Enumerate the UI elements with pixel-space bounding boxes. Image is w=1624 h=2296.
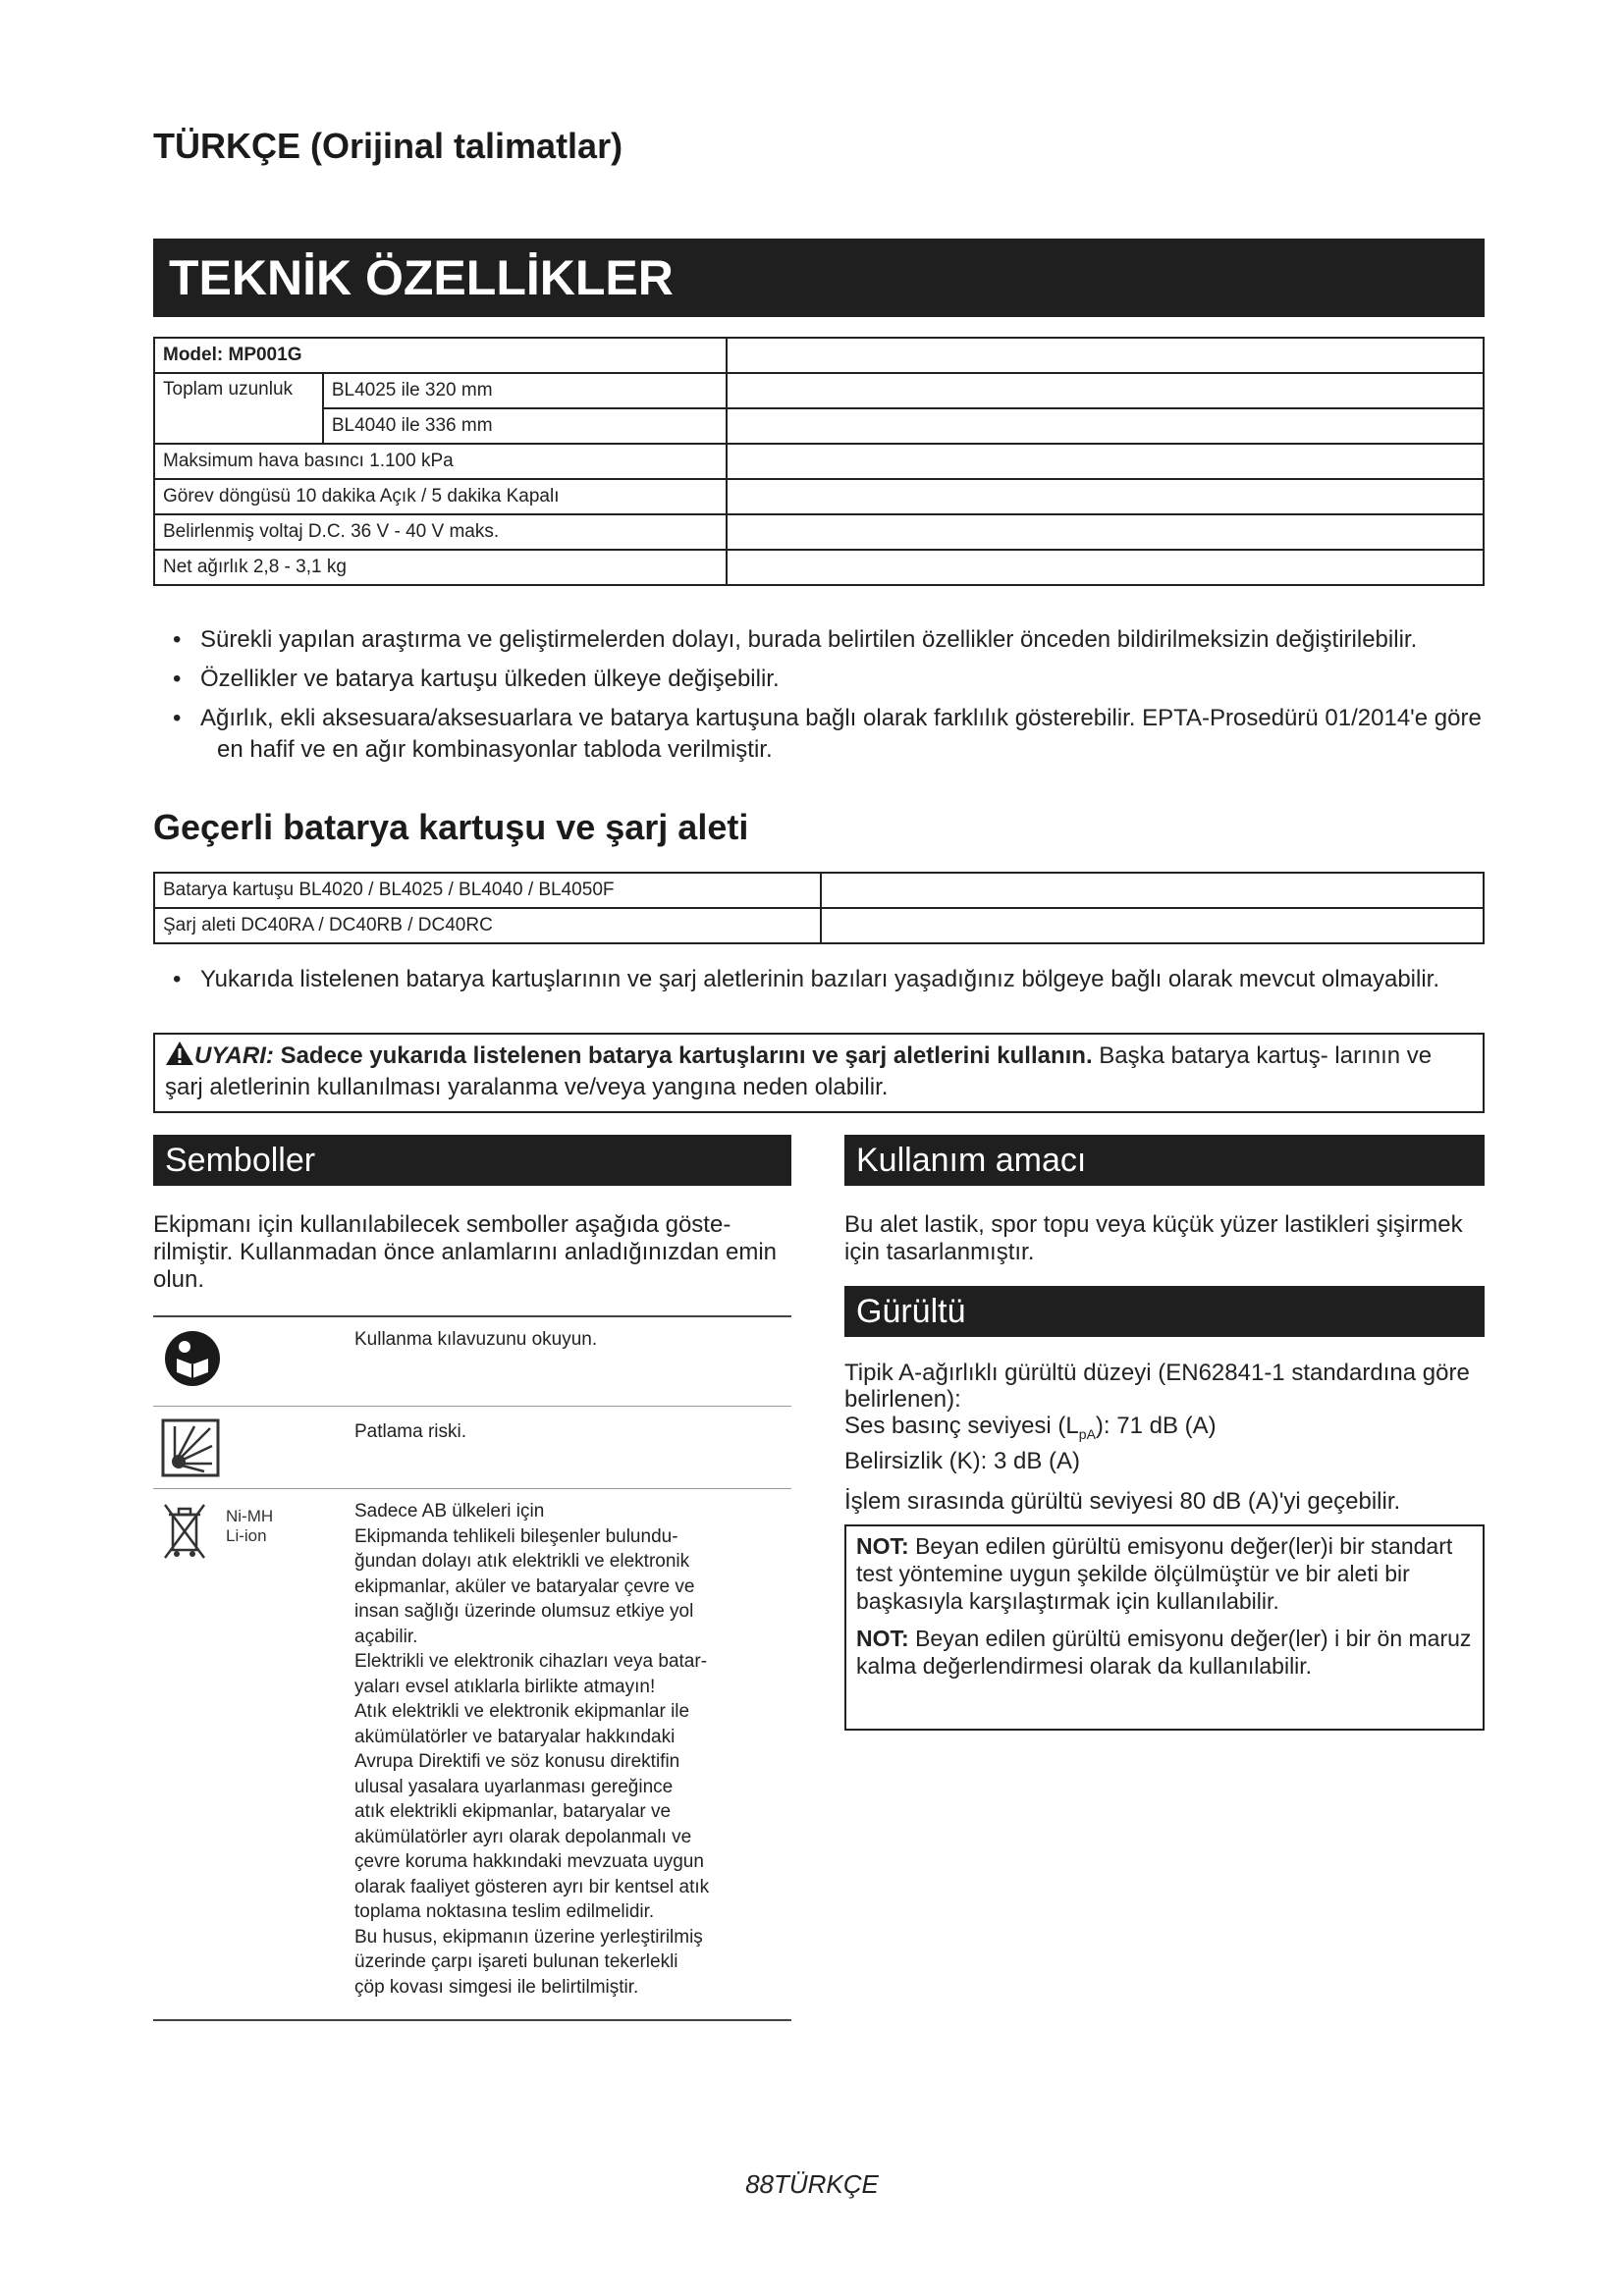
- spec-cell: Net ağırlık 2,8 - 3,1 kg: [154, 550, 727, 585]
- table-row: [153, 1489, 791, 2021]
- warning-text: Başka batarya kartuş- larının ve şarj aletlerinin kullanılması yaralanma ve/veya yangına neden olabilir.: [165, 1042, 1433, 1100]
- read-manual-icon: [163, 1329, 222, 1388]
- warning-emphasis: Sadece yukarıda listelenen batarya kartuşlarını ve şarj aletlerini kullanın.: [280, 1042, 1093, 1069]
- table-row: [154, 408, 1484, 444]
- warning-box: [153, 1033, 1485, 1113]
- weee-line: açabilir.: [354, 1626, 418, 1647]
- page-footer: 88TÜRKÇE: [745, 2169, 879, 2199]
- table-row: [154, 873, 1484, 908]
- spec-cell: Belirlenmiş voltaj D.C. 36 V - 40 V maks.: [154, 514, 727, 550]
- table-row: [153, 1317, 791, 1407]
- weee-line: Avrupa Direktifi ve söz konusu direktifin: [354, 1751, 680, 1772]
- empty-cell: [727, 373, 1484, 408]
- table-row: [154, 338, 1484, 373]
- length-value-cell: BL4025 ile 320 mm: [323, 373, 727, 408]
- empty-cell: [727, 444, 1484, 479]
- spec-cell: Maksimum hava basıncı 1.100 kPa: [154, 444, 727, 479]
- noise-working: İşlem sırasında gürültü seviyesi 80 dB (A)'yi geçebilir.: [844, 1487, 1401, 1515]
- list-item: • Özellikler ve batarya kartuşu ülkeden ülkeye değişebilir.: [173, 666, 780, 692]
- weee-line: Elektrikli ve elektronik cihazları veya batar-: [354, 1651, 708, 1672]
- warning-triangle-icon: [165, 1041, 194, 1066]
- weee-text: [354, 1499, 786, 2000]
- weee-line: Atık elektrikli ve elektronik ekipmanlar ile: [354, 1701, 690, 1722]
- empty-cell: [727, 479, 1484, 514]
- weee-line: çöp kovası simgesi ile belirtilmiştir.: [354, 1976, 639, 1998]
- list-item: • Yukarıda listelenen batarya kartuşlarının ve şarj aletlerinin bazıları yaşadığınız bölgeye bağlı olarak mevcut olmayabilir.: [173, 966, 1440, 992]
- table-row: [154, 514, 1484, 550]
- battery-notes: [153, 964, 1489, 1003]
- symbols-intro: Ekipmanı için kullanılabilecek semboller aşağıda göste- rilmiştir. Kullanmadan önce anlamlarını anladığınızdan emin olun.: [153, 1211, 778, 1293]
- noise-lpa: Ses basınç seviyesi $(L_{pA})$: 71 dB (A): [844, 1413, 1217, 1442]
- table-row: [154, 373, 1484, 408]
- charger-cell: Şarj aleti DC40RA / DC40RB / DC40RC: [154, 908, 821, 943]
- crossed-bin-icon: [163, 1501, 206, 1562]
- intended-use-heading: Kullanım amacı: [844, 1135, 1485, 1186]
- battery-type-label: Li-ion: [226, 1526, 267, 1545]
- weee-line: ulusal yasalara uyarlanması gereğince: [354, 1776, 674, 1797]
- weee-line: Ekipmanda tehlikeli bileşenler bulundu-: [354, 1525, 678, 1547]
- weee-line: ekipmanlar, aküler ve bataryalar çevre ve: [354, 1575, 695, 1597]
- table-row: [154, 479, 1484, 514]
- battery-heading: Geçerli batarya kartuşu ve şarj aleti: [153, 807, 749, 847]
- noise-uncertainty: Belirsizlik (K): 3 dB (A): [844, 1447, 1081, 1474]
- symbols-table: [153, 1315, 791, 2021]
- table-row: [153, 1407, 791, 1489]
- note-paragraph: NOT: Beyan edilen gürültü emisyonu değer(ler)i bir standart test yöntemine uygun şekilde ölçülmüştür ve bir aleti bir başkasıyla karşılaştırmak için kullanılabilir.: [856, 1533, 1453, 1614]
- noise-intro: Tipik A-ağırlıklı gürültü düzeyi (EN62841-1 standardına göre belirlenen):: [844, 1360, 1470, 1413]
- weee-line: Bu husus, ekipmanın üzerine yerleştirilmiş: [354, 1926, 703, 1948]
- weee-line: yaları evsel atıklarla birlikte atmayın!: [354, 1676, 656, 1697]
- weee-line: akümülatörler ve bataryalar hakkındaki: [354, 1726, 676, 1747]
- weee-line: akümülatörler ayrı olarak depolanmalı ve: [354, 1826, 692, 1847]
- specs-table: [153, 337, 1485, 586]
- empty-cell: [727, 550, 1484, 585]
- weee-line: çevre koruma hakkındaki mevzuata uygun: [354, 1851, 704, 1872]
- explosion-icon: [161, 1418, 220, 1477]
- weee-line: olarak faaliyet gösteren ayrı bir kentsel atık: [354, 1876, 710, 1897]
- empty-cell: [727, 514, 1484, 550]
- battery-type-labels: [226, 1507, 273, 1546]
- spec-cell: Görev döngüsü 10 dakika Açık / 5 dakika Kapalı: [154, 479, 727, 514]
- intended-use-text: Bu alet lastik, spor topu veya küçük yüzer lastikleri şişirmek için tasarlanmıştır.: [844, 1211, 1463, 1265]
- weee-line: üzerinde çarpı işareti bulunan tekerlekli: [354, 1951, 678, 1972]
- noise-notes-box: [844, 1524, 1485, 1731]
- table-row: [154, 908, 1484, 943]
- symbol-text: Patlama riski.: [354, 1421, 467, 1442]
- length-value-cell: BL4040 ile 336 mm: [323, 408, 727, 444]
- battery-table: [153, 872, 1485, 944]
- noise-heading: Gürültü: [844, 1286, 1485, 1337]
- empty-cell: [727, 338, 1484, 373]
- symbols-heading: Semboller: [153, 1135, 791, 1186]
- model-cell: Model: MP001G: [154, 338, 727, 373]
- empty-cell: [821, 908, 1484, 943]
- weee-line: ğundan dolayı atık elektrikli ve elektronik: [354, 1551, 690, 1572]
- weee-line: Sadece AB ülkeleri için: [354, 1501, 545, 1522]
- empty-cell: [727, 408, 1484, 444]
- spec-notes: [153, 624, 1489, 774]
- battery-type-label: Ni-MH: [226, 1507, 274, 1525]
- symbol-text: Kullanma kılavuzunu okuyun.: [354, 1329, 598, 1350]
- note-paragraph: NOT: Beyan edilen gürültü emisyonu değer(ler) i bir ön maruz kalma değerlendirmesi olarak da kullanılabilir.: [856, 1626, 1472, 1679]
- specs-heading: TEKNİK ÖZELLİKLER: [153, 239, 1485, 317]
- weee-line: toplama noktasına teslim edilmelidir.: [354, 1901, 655, 1922]
- warning-label: UYARI:: [194, 1042, 274, 1069]
- noise-block: [844, 1360, 1485, 1515]
- language-title: TÜRKÇE (Orijinal talimatlar): [153, 126, 623, 166]
- table-row: [154, 550, 1484, 585]
- table-row: [154, 444, 1484, 479]
- list-item: • Sürekli yapılan araştırma ve geliştirmelerden dolayı, burada belirtilen özellikler önceden bildirilmeksizin değiştirilebilir.: [173, 626, 1418, 653]
- empty-cell: [821, 873, 1484, 908]
- battery-cell: Batarya kartuşu BL4020 / BL4025 / BL4040 / BL4050F: [154, 873, 821, 908]
- weee-line: insan sağlığı üzerinde olumsuz etkiye yol: [354, 1601, 694, 1622]
- list-item: • Ağırlık, ekli aksesuara/aksesuarlara ve batarya kartuşuna bağlı olarak farklılık gösterebilir. EPTA-Prosedürü 01/2014'e göre en hafif ve en ağır kombinasyonlar tabloda verilmiştir.: [173, 705, 1482, 763]
- weee-line: atık elektrikli ekipmanlar, bataryalar ve: [354, 1801, 672, 1822]
- length-label-cell: Toplam uzunluk: [154, 373, 323, 444]
